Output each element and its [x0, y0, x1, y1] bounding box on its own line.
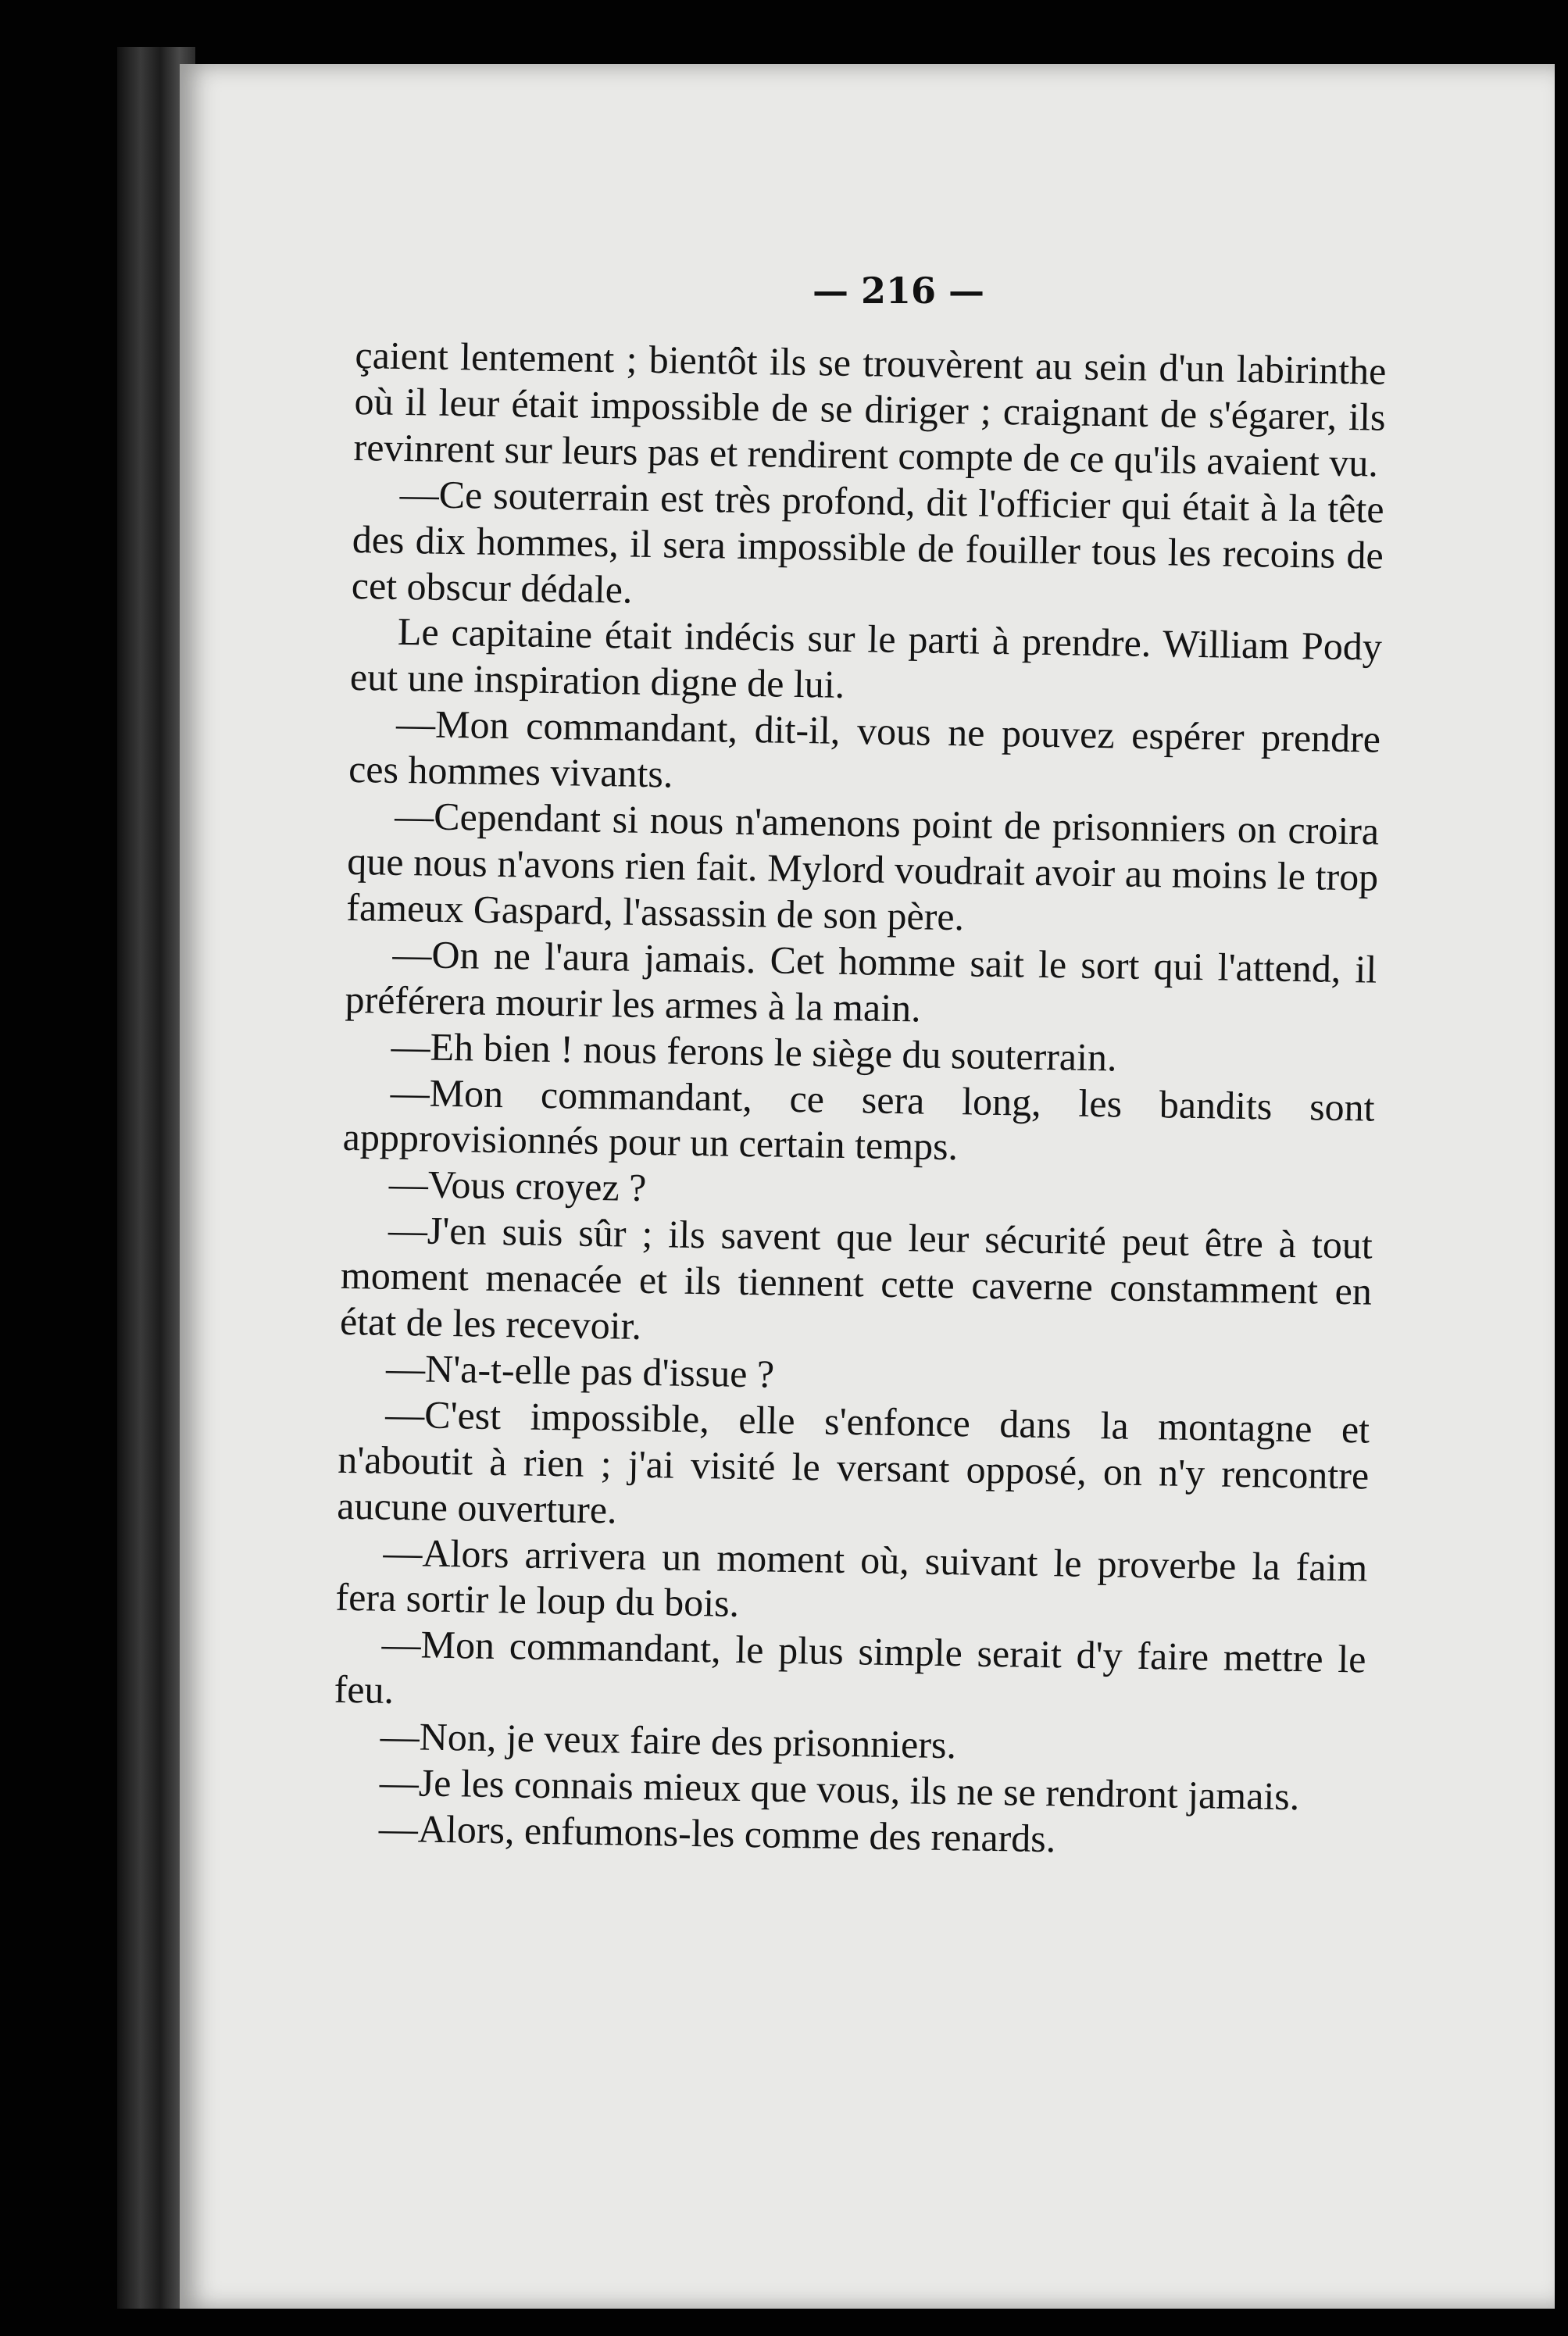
- paragraph: Le capitaine était indécis sur le parti à prendre. William Pody eut une inspiration digne de lui.: [349, 609, 1383, 707]
- paragraph: —Ce souterrain est très profond, dit l'officier qui était à la tête des dix hommes, il sera impossible de fouiller tous les recoins de cet obscur dédale.: [351, 471, 1385, 612]
- body-text: [331, 332, 1386, 1866]
- paragraph: —On ne l'aura jamais. Cet homme sait le sort qui l'attend, il préférera mourir les armes à la main.: [345, 931, 1377, 1030]
- paragraph: —Mon commandant, dit-il, vous ne pouvez espérer prendre ces hommes vivants.: [348, 702, 1381, 796]
- paragraph: —J'en suis sûr ; ils savent que leur sécurité peut être à tout moment menacée et ils tiennent cette caverne constamment en état de les recevoir.: [339, 1208, 1373, 1348]
- paragraph: —Mon commandant, ce sera long, les bandits sont appprovisionnés pour un certain temps.: [342, 1070, 1376, 1169]
- paragraph: —Alors arrivera un moment où, suivant le proverbe la faim fera sortir le loup du bois.: [335, 1530, 1368, 1626]
- paragraph: —Mon commandant, le plus simple serait d'y faire mettre le feu.: [334, 1622, 1366, 1713]
- paragraph: —Non, je veux faire des prisonniers.: [380, 1713, 957, 1767]
- paragraph: çaient lentement ; bientôt ils se trouvèrent au sein d'un labirinthe où il leur était impossible de se diriger ; craignant de s'égarer, ils revinrent sur leurs pas et rendirent compte de ce qu'ils avaient vu.: [353, 332, 1387, 485]
- page-number: — 216 —: [812, 270, 985, 312]
- paragraph: —Alors, enfumons-les comme des renards.: [378, 1806, 1056, 1861]
- paragraph: —C'est impossible, elle s'enfonce dans la montagne et n'aboutit à rien ; j'ai visité le versant opposé, on n'y rencontre aucune ouverture.: [336, 1391, 1370, 1532]
- paragraph: —Eh bien ! nous ferons le siège du souterrain.: [391, 1023, 1117, 1080]
- paragraph: —Cependant si nous n'amenons point de prisonniers on croira que nous n'avons rien fait. Mylord voudrait avoir au moins le trop fameux Gaspard, l'assassin de son père.: [346, 793, 1380, 939]
- paragraph: —N'a-t-elle pas d'issue ?: [385, 1345, 775, 1396]
- paragraph: —Vous croyez ?: [388, 1162, 647, 1210]
- paragraph: —Je les connais mieux que vous, ils ne se rendront jamais.: [379, 1759, 1300, 1819]
